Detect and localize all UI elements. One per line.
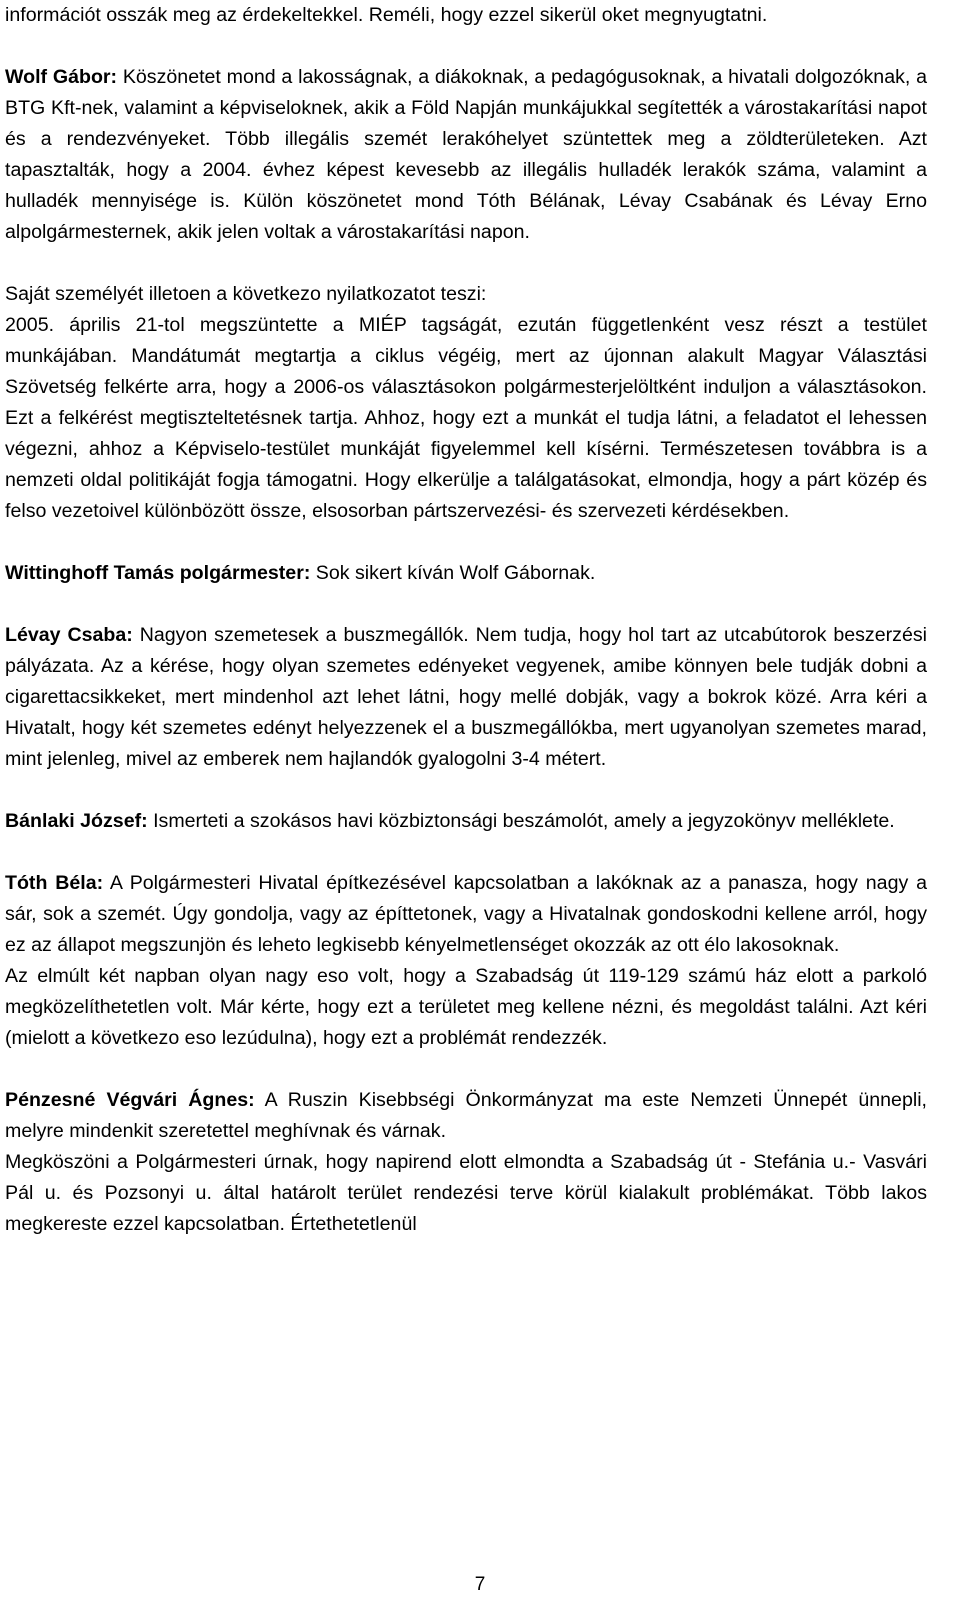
paragraph-gap <box>5 1054 927 1085</box>
speaker-name: Tóth Béla: <box>5 872 104 894</box>
page-number: 7 <box>474 1574 486 1595</box>
paragraph-toth-bela-continued <box>5 961 927 1054</box>
speaker-name: Lévay Csaba: <box>5 624 133 646</box>
paragraph-gap <box>5 248 927 279</box>
speaker-name: Wittinghoff Tamás polgármester: <box>5 562 311 584</box>
paragraph-penzesne <box>5 1085 927 1147</box>
paragraph-toth-bela <box>5 868 927 961</box>
paragraph-gap <box>5 31 927 62</box>
speaker-name: Bánlaki József: <box>5 810 148 832</box>
paragraph-statement <box>5 310 927 527</box>
speaker-name: Pénzesné Végvári Ágnes: <box>5 1089 255 1111</box>
speaker-name: Wolf Gábor: <box>5 66 118 88</box>
paragraph-gap <box>5 837 927 868</box>
paragraph-statement-intro <box>5 279 927 310</box>
paragraph-wolf-gabor <box>5 62 927 248</box>
paragraph-text: Saját személyét illetoen a következo nyilatkozatot teszi: <box>5 283 487 305</box>
paragraph-text: Nagyon szemetesek a buszmegállók. Nem tudja, hogy hol tart az utcabútorok beszerzési pályázata. Az a kérése, hogy olyan szemetes edényeket vegyenek, amibe könnyen bele tudják dobni a cigarettacsikkeket, mert mindenhol azt lehet látni, hogy mellé dobják, vagy a bokrok közé. Arra kéri a Hivatalt, hogy két szemetes edényt helyezzenek el a buszmegállókba, mert ugyanolyan szemetes marad, mint jelenleg, mivel az emberek nem hajlandók gyalogolni 3-4 métert. <box>5 624 927 770</box>
paragraph-gap <box>5 589 927 620</box>
paragraph-text: Ismerteti a szokásos havi közbiztonsági beszámolót, amely a jegyzokönyv melléklete. <box>147 810 895 832</box>
paragraph-wittinghoff <box>5 558 927 589</box>
document-page <box>5 0 927 1240</box>
paragraph-text: 2005. április 21-tol megszüntette a MIÉP tagságát, ezután függetlenként vesz részt a testület munkájában. Mandátumát megtartja a ciklus végéig, mert az újonnan alakult Magyar Választási Szövetség felkérte arra, hogy a 2006-os választásokon polgármesterjelöltként induljon a választásokon. Ezt a felkérést megtiszteltetésnek tartja. Ahhoz, hogy ezt a munkát el tudja látni, a feladatot el lehessen végezni, ahhoz a Képviselo-testület munkáját figyelemmel kell kísérni. Természetesen továbbra is a nemzeti oldal politikáját fogja támogatni. Hogy elkerülje a találgatásokat, elmondja, hogy a párt közép és felso vezetoivel különbözött össze, elsosorban pártszervezési- és szervezeti kérdésekben. <box>5 314 927 522</box>
paragraph-gap <box>5 775 927 806</box>
paragraph-text: A Ruszin Kisebbségi Önkormányzat ma este Nemzeti Ünnepét ünnepli, melyre mindenkit szeretettel meghívnak és várnak. <box>5 1089 928 1142</box>
paragraph-text: Köszönetet mond a lakosságnak, a diákoknak, a pedagógusoknak, a hivatali dolgozóknak, a BTG Kft-nek, valamint a képviseloknek, akik a Föld Napján munkájukkal segítették a várostakarítási napot és a rendezvényeket. Több illegális szemét lerakóhelyet szüntettek meg a zöldterületeken. Azt tapasztalták, hogy a 2004. évhez képest kevesebb az illegális hulladék lerakók száma, valamint a hulladék mennyisége is. Külön köszönetet mond Tóth Bélának, Lévay Csabának és Lévay Erno alpolgármesternek, akik jelen voltak a várostakarítási napon. <box>5 66 928 243</box>
paragraph-text: A Polgármesteri Hivatal építkezésével kapcsolatban a lakóknak az a panasza, hogy nagy a sár, sok a szemét. Úgy gondolja, vagy az építtetonek, vagy a Hivatalnak gondoskodni kellene arról, hogy ez az állapot megszunjön és leheto legkisebb kényelmetlenséget okozzák az ott élo lakosoknak. <box>5 872 927 956</box>
paragraph-gap <box>5 527 927 558</box>
paragraph-text: Az elmúlt két napban olyan nagy eso volt, hogy a Szabadság út 119-129 számú ház elott a parkoló megközelíthetetlen volt. Már kérte, hogy ezt a területet meg kellene nézni, és megoldást találni. Azt kéri (mielott a következo eso lezúdulna), hogy ezt a problémát rendezzék. <box>5 965 927 1049</box>
paragraph-text: információt osszák meg az érdekeltekkel. Reméli, hogy ezzel sikerül oket megnyugtatni. <box>5 4 768 26</box>
paragraph-text: Megköszöni a Polgármesteri úrnak, hogy napirend elott elmondta a Szabadság út - Stefánia u.- Vasvári Pál u. és Pozsonyi u. által határolt terület rendezési terve körül kialakult problémákat. Több lakos megkereste ezzel kapcsolatban. Értethetetlenül <box>5 1151 927 1235</box>
paragraph-penzesne-continued <box>5 1147 927 1240</box>
paragraph-banlaki-jozsef <box>5 806 927 837</box>
paragraph-levay-csaba <box>5 620 927 775</box>
paragraph-continuation <box>5 0 927 31</box>
paragraph-text: Sok sikert kíván Wolf Gábornak. <box>310 562 596 584</box>
